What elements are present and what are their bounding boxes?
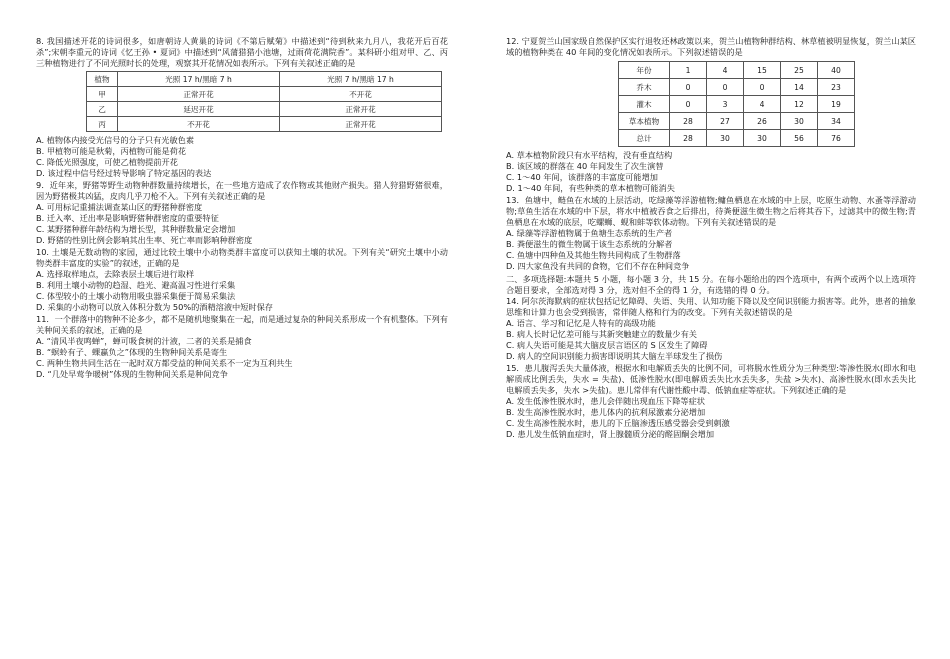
option-d: D. 患儿发生低钠血症时，肾上腺髓质分泌的醛固酮会增加 [506,429,715,439]
table-cell: 0 [670,79,707,96]
table-row [619,130,855,147]
option-a: A. 发生低渗性脱水时，患儿会伴随出现血压下降等症状 [506,396,705,406]
question-stem: 10. 土壤是无数动物的家园，通过比较土壤中小动物类群丰富度可以获知土壤的状况。下列有关“研究土壤中小动物类群丰富度的实验”的叙述，正确的是 [36,247,448,268]
table-header: 光照 17 h/黑暗 7 h [118,72,280,87]
table-cell: 丙 [87,117,118,132]
table-row [87,102,442,117]
table-row [619,79,855,96]
table-row [87,87,442,102]
table-cell: 正常开花 [118,87,280,102]
table-cell: 30 [707,130,744,147]
table-cell: 34 [818,113,855,130]
table-cell: 正常开花 [280,102,442,117]
table-cell: 3 [707,96,744,113]
table-cell: 乙 [87,102,118,117]
question-stem: 12. 宁夏贺兰山国家级自然保护区实行退牧还林政策以来，贺兰山植物种群结构、林草植被明显恢复，贺兰山某区域的植物种类在 40 年间的变化情况如表所示。下列叙述错误的是 [506,36,916,57]
option-c: C. 两种生物共同生活在一起时双方都受益的种间关系不一定为互利共生 [36,358,293,368]
table-cell: 草本植物 [619,113,670,130]
question-stem: 9．近年来，野猪等野生动物种群数量持续增长，在一些地方造成了农作物或其他财产损失。猎人狩猎野猪很难，因为野猪极其凶猛，皮肉几乎刀枪不入。下列有关叙述正确的是 [36,180,448,201]
option-c: C. 鱼塘中四种鱼及其他生物共同构成了生物群落 [506,250,681,260]
table-header: 15 [744,62,781,79]
option-b: B. 利用土壤小动物的趋湿、趋光、避高温习性进行采集 [36,280,236,290]
table-row [619,96,855,113]
question-14 [506,296,916,362]
option-d: D. 采集的小动物可以放入体积分数为 50%的酒精溶液中短时保存 [36,302,273,312]
option-b: B. 该区域的群落在 40 年间发生了次生演替 [506,161,664,171]
flowering-table [86,71,442,132]
question-stem: 8. 我国描述开花的诗词很多，如唐朝诗人黄巢的诗词《不第后赋菊》中描述到“待到秋来九月八，我花开后百花杀”;宋朝李重元的诗词《忆王孙 • 夏词》中描述到“风蒲猎猎小池塘，过雨荷花满院香”。某科研小组对甲、乙、丙三种植物进行了不同光照时长的处理，观察其开花情况如表所示。下列有关叙述正确的是 [36,36,448,68]
table-cell: 30 [781,113,818,130]
table-header: 年份 [619,62,670,79]
table-cell: 延迟开花 [118,102,280,117]
table-cell: 总计 [619,130,670,147]
species-table [618,61,855,147]
table-cell: 28 [670,113,707,130]
table-header: 光照 7 h/黑暗 17 h [280,72,442,87]
option-c: C. 1～40 年间，该群落的丰富度可能增加 [506,172,658,182]
table-header: 40 [818,62,855,79]
option-a: A. 选择取样地点，去除表层土壤后进行取样 [36,269,195,279]
option-a: A. 可用标记重捕法调查某山区的野猪种群密度 [36,202,203,212]
table-cell: 0 [670,96,707,113]
table-cell: 甲 [87,87,118,102]
table-cell: 灌木 [619,96,670,113]
right-column [506,36,916,441]
question-stem: 11．一个群落中的物种不论多少，都不是随机地聚集在一起，而是通过复杂的种间关系形成一个有机整体。下列有关种间关系的叙述，正确的是 [36,314,448,335]
table-header: 植物 [87,72,118,87]
option-b: B. 甲植物可能是秋菊，丙植物可能是荷花 [36,146,187,156]
option-b: B. 发生高渗性脱水时，患儿体内的抗利尿激素分泌增加 [506,407,706,417]
table-cell: 0 [707,79,744,96]
option-d: D. 病人的空间识别能力损害即说明其大脑左半球发生了损伤 [506,351,723,361]
table-cell: 23 [818,79,855,96]
table-cell: 26 [744,113,781,130]
section-heading: 二、多项选择题:本题共 5 小题，每小题 3 分，共 15 分。在每小题给出的四个选项中，有两个或两个以上选项符合题目要求，全部选对得 3 分，选对但不全的得 1 分，有选错的得 0 分。 [506,274,916,295]
table-cell: 14 [781,79,818,96]
table-cell: 27 [707,113,744,130]
table-cell: 正常开花 [280,117,442,132]
table-cell: 56 [781,130,818,147]
option-a: A. 草本植物阶段只有水平结构，没有垂直结构 [506,150,673,160]
table-cell: 28 [670,130,707,147]
table-cell: 76 [818,130,855,147]
table-cell: 12 [781,96,818,113]
question-10 [36,247,448,313]
question-stem: 14. 阿尔茨海默病的症状包括记忆障碍、失语、失用、认知功能下降以及空间识别能力损害等。此外，患者的抽象思维和计算力也会受到损害，常伴随人格和行为的改变。下列有关叙述错误的是 [506,296,916,317]
question-9 [36,180,448,246]
question-stem: 13．鱼塘中，鲢鱼在水域的上层活动，吃绿藻等浮游植物;鳙鱼栖息在水域的中上层，吃原生动物、水蚤等浮游动物;草鱼生活在水域的中下层，将水中植被吞食之后排出，待粪便滋生微生物之后将其吞下，过滤其中的微生物;青鱼栖息在水域的底层，吃螺蛳、蚬和蚌等软体动物。下列有关叙述错误的是 [506,195,916,227]
option-c: C. 某野猪种群年龄结构为增长型，其种群数量定会增加 [36,224,236,234]
option-d: D. 野猪的性别比例会影响其出生率、死亡率而影响种群密度 [36,235,253,245]
question-11 [36,314,448,380]
option-d: D. 1～40 年间，有些种类的草本植物可能消失 [506,183,675,193]
option-b: B. “螟蛉有子、蜾蠃负之”体现的生物种间关系是寄生 [36,347,228,357]
left-column [36,36,448,381]
table-header: 1 [670,62,707,79]
table-header-row [87,72,442,87]
table-header: 25 [781,62,818,79]
option-d: D. 该过程中信号经过转导影响了特定基因的表达 [36,168,212,178]
option-d: D. “几处早莺争暖树”体现的生物种间关系是种间竞争 [36,369,228,379]
table-cell: 4 [744,96,781,113]
option-d: D. 四大家鱼没有共同的食物，它们不存在种间竞争 [506,261,690,271]
table-header: 4 [707,62,744,79]
table-row [87,117,442,132]
question-15 [506,363,916,440]
table-cell: 不开花 [118,117,280,132]
option-b: B. 病人长时记忆差可能与其新突触建立的数量少有关 [506,329,697,339]
option-c: C. 发生高渗性脱水时，患儿的下丘脑渗透压感受器会受到刺激 [506,418,730,428]
option-a: A. “清风半夜鸣蝉”，蝉可吸食树的汁液，二者的关系是捕食 [36,336,252,346]
question-stem: 15．患儿腹泻丢失大量体液，根据水和电解质丢失的比例不同，可将脱水性质分为三种类型:等渗性脱水(即水和电解质成比例丢失，失水 = 失盐)、低渗性脱水(即电解质丢失比水丢失多，失盐 >失水)、高渗性脱水(即水丢失比电解质丢失多，失水 >失盐)。患儿常伴有代谢性酸中毒、低钠血症等症状。下列叙述正确的是 [506,363,916,395]
table-cell: 乔木 [619,79,670,96]
table-cell: 不开花 [280,87,442,102]
question-12 [506,36,916,194]
option-a: A. 绿藻等浮游植物属于鱼塘生态系统的生产者 [506,228,673,238]
option-c: C. 体型较小的土壤小动物用吸虫器采集便于简易采集法 [36,291,236,301]
option-a: A. 语言、学习和记忆是人特有的高级功能 [506,318,656,328]
option-b: B. 迁入率、迁出率是影响野猪种群密度的重要特征 [36,213,219,223]
option-a: A. 植物体内接受光信号的分子只有光敏色素 [36,135,195,145]
table-cell: 30 [744,130,781,147]
question-8 [36,36,448,179]
question-13 [506,195,916,272]
option-c: C. 病人失语可能是其大脑皮层言语区的 S 区发生了障碍 [506,340,708,350]
option-b: B. 粪便滋生的微生物属于该生态系统的分解者 [506,239,673,249]
table-cell: 0 [744,79,781,96]
table-cell: 19 [818,96,855,113]
table-header-row [619,62,855,79]
option-c: C. 降低光照强度，可使乙植物提前开花 [36,157,178,167]
table-row [619,113,855,130]
